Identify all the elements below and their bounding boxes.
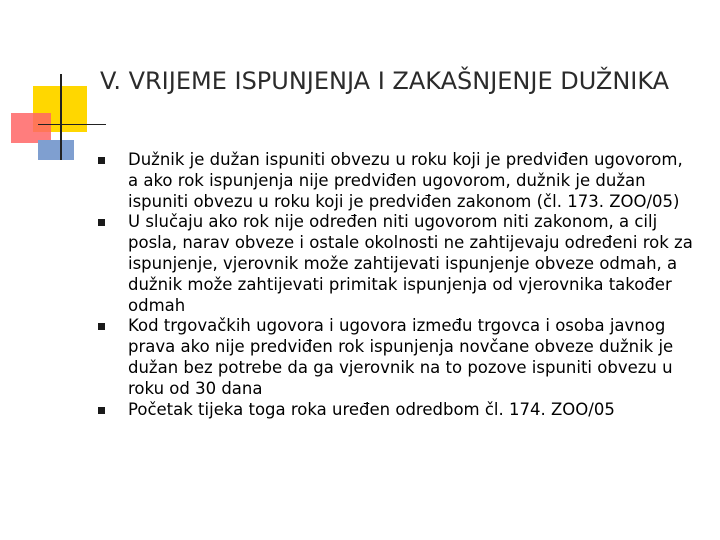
bullet-item [98, 150, 698, 212]
bullet-text: U slučaju ako rok nije određen niti ugovorom niti zakonom, a cilj posla, narav obveze i ostale okolnosti ne zahtijevaju određeni rok za ispunjenje, vjerovnik može zahtijevati ispunjenje obveze odmah, a dužnik može zahtijevati primitak ispunjenja od vjerovnika također odmah [128, 212, 693, 315]
bullet-text: Početak tijeka toga roka uređen odredbom čl. 174. ZOO/05 [128, 399, 615, 419]
logo-horizontal-line [38, 124, 106, 125]
bullet-text: Kod trgovačkih ugovora i ugovora između trgovca i osoba javnog prava ako nije predviđen rok ispunjenja novčane obveze dužnik je dužan bez potrebe da ga vjerovnik na to pozove ispuniti obvezu u roku od 30 dana [128, 316, 674, 398]
bullet-text: Dužnik je dužan ispuniti obvezu u roku koji je predviđen ugovorom, a ako rok ispunjenja nije predviđen ugovorom, dužnik je dužan ispuniti obvezu u roku koji je predviđen zakonom (čl. 173. ZOO/05) [128, 150, 683, 211]
logo-blue-square [38, 140, 74, 160]
bullet-item [98, 316, 698, 399]
slide-title: V. VRIJEME ISPUNJENJA I ZAKAŠNJENJE DUŽNIKA [100, 67, 670, 95]
bullet-list [98, 150, 698, 420]
square-bullet-icon [98, 219, 105, 226]
square-bullet-icon [98, 407, 105, 414]
logo-red-square [11, 113, 51, 143]
slide-logo-decoration [0, 0, 110, 170]
bullet-item [98, 400, 698, 421]
square-bullet-icon [98, 157, 105, 164]
bullet-item [98, 212, 698, 316]
square-bullet-icon [98, 323, 105, 330]
logo-vertical-line [60, 74, 62, 160]
